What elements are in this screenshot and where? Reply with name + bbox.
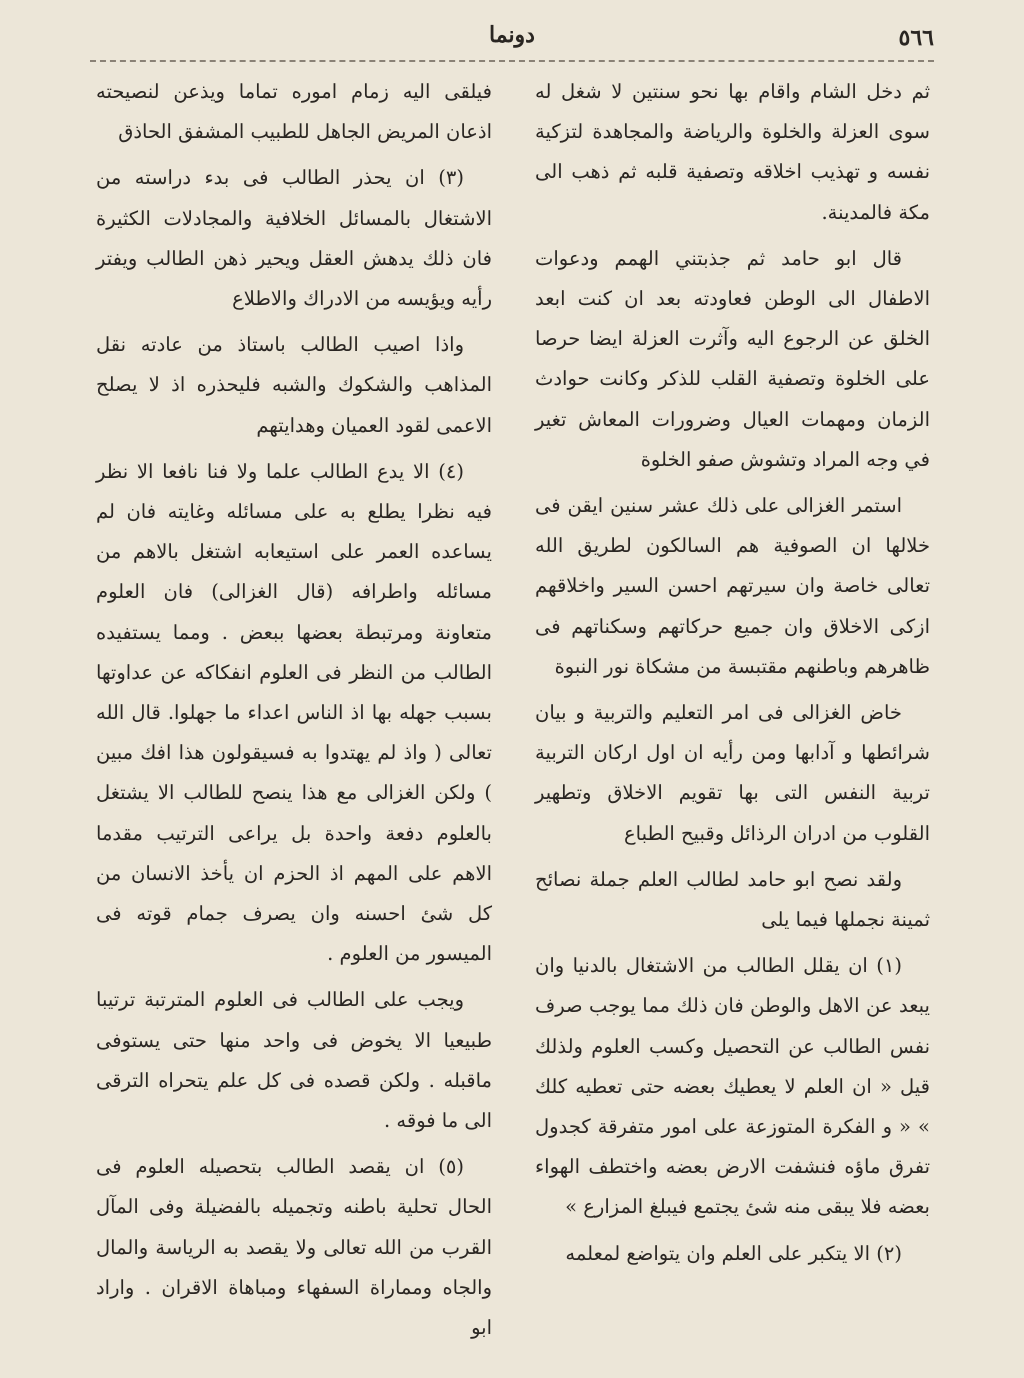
paragraph: قال ابو حامد ثم جذبتني الهمم ودعوات الاطفال الى الوطن فعاودته بعد ان كنت ابعد الخلق عن الرجوع اليه وآثرت العزلة ايضا حرصا على الخلوة وتصفية القلب للذكر وكانت حوادث الزمان ومهمات العيال وضرورات المعاش تغير في وجه المراد وتشوش صفو الخلوة [535,246,930,471]
running-title: دونما [489,22,535,48]
left-column [96,72,492,1348]
right-column [535,72,930,1348]
paragraph: ويجب على الطالب فى العلوم المترتبة ترتيبا طبيعيا الا يخوض فى واحد منها حتى يستوفى ماقبله . ولكن قصده فى كل علم يتحراه الترقى الى ما فوقه . [96,988,492,1133]
paragraph: (٤) الا يدع الطالب علما ولا فنا نافعا الا نظر فيه نظرا يطلع به على مسائله وغايته فان لم يساعده العمر على استيعابه اشتغل بالاهم من مسائله واطرافه (قال الغزالى) فان العلوم متعاونة ومرتبطة بعضها ببعض . ومما يستفيده الطالب من النظر فى العلوم انفكاكه عن عداوتها بسبب جهله بها اذ الناس اعداء ما جهلوا. قال الله تعالى ( واذ لم يهتدوا به فسيقولون هذا افك مبين ) ولكن الغزالى مع هذا ينصح للطالب الا يشتغل بالعلوم دفعة واحدة بل يراعى الترتيب مقدما الاهم على المهم اذ الحزم ان يأخذ الانسان من كل شئ احسنه وان يصرف جمام قوته فى الميسور من العلوم . [96,459,492,966]
paragraph: ثم دخل الشام واقام بها نحو سنتين لا شغل له سوى العزلة والخلوة والرياضة والمجاهدة لتزكية نفسه و تهذيب اخلاقه وتصفية قلبه ثم ذهب الى مكة فالمدينة. [535,80,930,224]
page-header [90,18,934,58]
paragraph: فيلقى اليه زمام اموره تماما ويذعن لنصيحته اذعان المريض الجاهل للطبيب المشفق الحاذق [96,80,492,144]
paragraph: واذا اصيب الطالب باستاذ من عادته نقل المذاهب والشكوك والشبه فليحذره اذ لا يصلح الاعمى لقود العميان وهدايتهم [96,333,492,437]
paragraph: (٣) ان يحذر الطالب فى بدء دراسته من الاشتغال بالمسائل الخلافية والمجادلات الكثيرة فان ذلك يدهش العقل ويحير ذهن الطالب ويفتر رأيه ويؤيسه من الادراك والاطلاع [96,166,492,311]
header-rule [90,60,934,62]
paragraph: ولقد نصح ابو حامد لطالب العلم جملة نصائح ثمينة نجملها فيما يلى [535,867,930,932]
paragraph: استمر الغزالى على ذلك عشر سنين ايقن فى خلالها ان الصوفية هم السالكون لطريق الله تعالى خاصة وان سيرتهم احسن السير واخلاقهم ازكى الاخلاق وان جميع حركاتهم وسكناتهم فى ظاهرهم وباطنهم مقتبسة من مشكاة نور النبوة [535,494,930,678]
paragraph: (١) ان يقلل الطالب من الاشتغال بالدنيا وان يبعد عن الاهل والوطن فان ذلك مما يوجب صرف نفس الطالب عن التحصيل وكسب العلوم ولذلك قيل « ان العلم لا يعطيك بعضه حتى تعطيه كلك » « و الفكرة المتوزعة على امور متفرقة كجدول تفرق ماؤه فنشفت الارض بعضه واختطف الهواء بعضه فلا يبقى منه شئ يجتمع فيبلغ المزارع » [535,954,930,1219]
paragraph: خاض الغزالى فى امر التعليم والتربية و بيان شرائطها و آدابها ومن رأيه ان اول اركان التربية تربية النفس التى بها تقويم الاخلاق وتطهير القلوب من ادران الرذائل وقبيح الطباع [535,701,930,845]
paragraph: (٥) ان يقصد الطالب بتحصيله العلوم فى الحال تحلية باطنه وتجميله بالفضيلة وفى المآل القرب من الله تعالى ولا يقصد به الرياسة والمال والجاه ومماراة السفهاء ومباهاة الاقران . واراد ابو [96,1155,492,1340]
paragraph: (٢) الا يتكبر على العلم وان يتواضع لمعلمه [565,1241,902,1265]
page-number: ٥٦٦ [898,25,934,51]
